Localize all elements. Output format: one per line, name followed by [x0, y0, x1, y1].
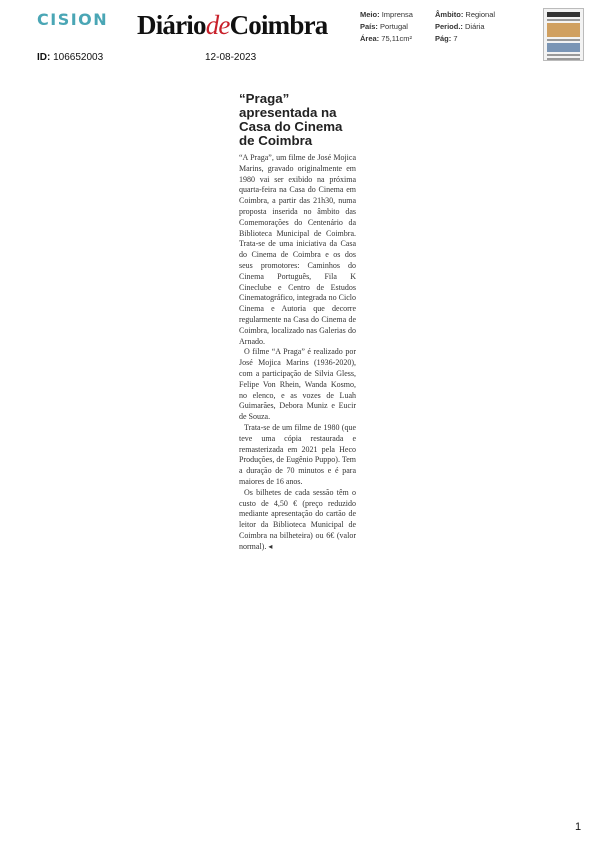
thumbnail-text-line [547, 39, 580, 41]
meta-area [360, 33, 413, 45]
clipping-date: 12-08-2023 [205, 52, 257, 63]
meta-medium-value: Imprensa [381, 10, 413, 19]
thumbnail-photo [547, 43, 580, 52]
meta-country-value: Portugal [380, 22, 408, 31]
cision-logo: CISION [37, 10, 109, 29]
meta-left-block [360, 9, 413, 45]
article-paragraph: “A Praga”, um filme de José Mojica Marins, gravado originalmente em 1980 vai ser exibido na próxima quarta-feira na Casa do Cinema em Coimbra, a partir das 21h30, numa proposta inserida no âmbito das Comemorações do Centenário da Biblioteca Municipal de Coimbra. Trata-se de uma iniciativa da Casa do Cinema de Coimbra e os dos seus promotores: Caminhos do Cinema Português, Fila K Cineclube e Centro de Estudos Cinematográfico, integrada no Ciclo Cinema e Autoria que decorre regularmente na Casa do Cinema de Coimbra, localizado nas Galerias do Arnado. [239, 153, 356, 346]
meta-medium-label: Meio: [360, 10, 380, 19]
article-headline: “Praga” apresentada na Casa do Cinema de Coimbra [239, 91, 343, 148]
meta-scope-label: Âmbito: [435, 10, 464, 19]
meta-page-label: Pág: [435, 34, 452, 43]
masthead-diario: Diário [137, 10, 206, 40]
meta-period [435, 21, 495, 33]
page-thumbnail[interactable] [543, 8, 584, 61]
meta-page-value: 7 [453, 34, 458, 43]
meta-scope [435, 9, 495, 21]
meta-page [435, 33, 495, 45]
article-paragraph: O filme “A Praga” é realizado por José Mojica Marins (1936-2020), com a participação de Silvia Gless, Felipe Von Rhein, Wanda Kosmo, no elenco, e as vozes de Luah Guimarães, Debora Muniz e Eucir de Souza. [239, 347, 356, 422]
meta-right-block [435, 9, 495, 45]
meta-period-label: Period.: [435, 22, 463, 31]
article-paragraph: Os bilhetes de cada sessão têm o custo de 4,50 € (preço reduzido mediante apresentação do cartão de leitor da Biblioteca Municipal de Coimbra na bilheteira) ou 6€ (valor normal). ◂ [239, 487, 356, 551]
meta-country-label: País: [360, 22, 378, 31]
thumbnail-text-line [547, 54, 580, 56]
meta-medium [360, 9, 413, 21]
meta-country [360, 21, 413, 33]
thumbnail-masthead-bar [547, 12, 580, 17]
publication-masthead [137, 10, 327, 41]
article-paragraph: Trata-se de um filme de 1980 (que teve uma cópia restaurada e remasterizada em 2021 pela Heco Produções, de Eugênio Puppo). Tem a duração de 70 minutos e é para maiores de 16 anos. [239, 422, 356, 486]
clipping-id [37, 52, 103, 63]
thumbnail-photo [547, 23, 580, 37]
article [239, 92, 356, 552]
meta-scope-value: Regional [465, 10, 496, 19]
meta-area-value: 75,11cm² [381, 34, 412, 43]
thumbnail-text-line [547, 19, 580, 21]
clipping-id-label: ID: [37, 52, 51, 63]
page-number: 1 [575, 821, 582, 833]
meta-period-value: Diária [465, 22, 485, 31]
thumbnail-text-line [547, 58, 580, 60]
masthead-coimbra: Coimbra [229, 10, 328, 40]
meta-area-label: Área: [360, 34, 380, 43]
masthead-de: de [205, 10, 230, 40]
clipping-id-value: 106652003 [53, 52, 104, 63]
